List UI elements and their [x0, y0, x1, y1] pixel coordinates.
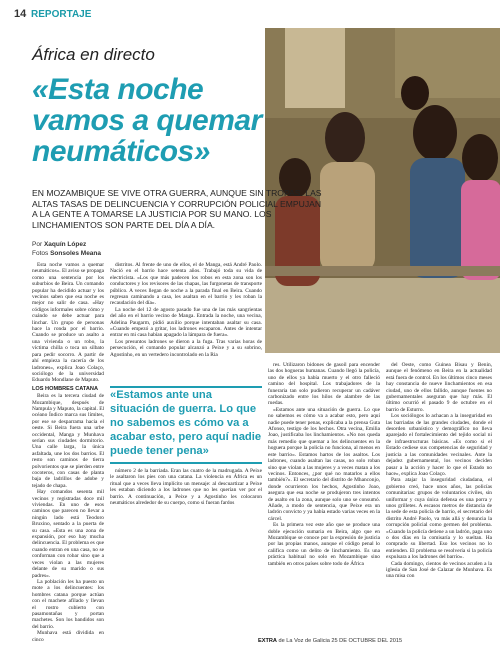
paragraph: distritos. Al frente de uno de ellos, el de Manga, está André Paolo. Nació en el barrio hace setenta años. Trabajó toda su vida de electricista. «Los que más padecen los robos en esta zona son los conductores y los revisores de las chapas, las furgonetas de transporte público. A veces llegan de noche a la parada final en Beira. Cuando regresan caminando a casa, les asaltan en el barrio y les roban la recaudación del día».	[110, 262, 262, 307]
headline: «Esta noche vamos a quemar neumáticos»	[32, 73, 262, 168]
section-label: REPORTAJE	[31, 9, 92, 20]
author-line	[32, 240, 101, 249]
photo-credit-line	[32, 249, 101, 258]
paragraph: número 2 de la barriada. Eran las cuatro de la madrugada. A Peixe le asaltaron los pies con una catana. La violencia en África es un ritual que a veces lleva implícito un mensaje: al descuartizar a Peixe les estaban diciendo a los ladrones que no les querían ver por el barrio. A continuación, a Peixe y a Agostinho les colocaron neumáticos alrededor de su cuerpo, como si fueran fardos	[110, 468, 262, 507]
quote-rule-bottom	[110, 462, 262, 464]
pull-quote: «Estamos ante una situación de guerra. Lo que no sabemos es cómo va a acabar esto, pero aquí nadie puede tener pena»	[110, 389, 262, 457]
paragraph: Beira es la tercera ciudad de Mozambique, después de Nampula y Maputo, la capital. El océano Índico marca sus límites, por ese se desparrama hacia el oeste. Si Beira fuera una urbe occidental, Manga y Munhava serían sus ciudades dormitorio. Una calle larga, la única asfaltada, une los dos barrios. El resto son caminos de tierra polvorientos que se pierden entre cocoteros, con casas de planta baja de ladrillos de adobe y tejado de chapa.	[32, 393, 104, 489]
footer-date: 25 DE OCTUBRE DEL 2015	[331, 638, 403, 644]
photo-prefix: Fotos	[32, 250, 49, 257]
footer-paper: de La Voz de Galicia	[278, 638, 330, 644]
page-footer	[258, 638, 402, 644]
author-name: Xaquín López	[43, 241, 87, 248]
paragraph: Munhava está dividida en cinco	[32, 630, 104, 643]
paragraph: La población les ha puesto un mote a los delincuentes: los hombres catana porque actúan con el machete afilado y llevan el rostro cubierto con pasamontañas y portan machetes. Son los bandidos son del barrio.	[32, 578, 104, 630]
subheading: LOS HOMBRES CATANA	[32, 385, 98, 392]
photographer-name: Sonsoles Meana	[50, 250, 102, 257]
footer-brand: EXTRA	[258, 638, 277, 644]
paragraph: Esta noche vamos a quemar neumáticos». El aviso se propaga como una sentencia por los suburbios de Beira. Un comando popular ha decidido actuar y los vecinos saben que esa noche es mejor no salir de casa. «Hay códigos informales sobre cómo y cuándo se debe actuar para linchar. Un grupo de personas hace la ronda por el barrio. Cuando se produce un asalto a una vivienda o un robo, la víctima chilla o toca un silbato para pedir socorro. A partir de ahí empieza la cacería de los ladrones», explica Joao Colaço, sociólogo de la universidad Eduardo Mondlane de Maputo.	[32, 262, 105, 384]
paragraph: Cada domingo, cientos de vecinos acuden a la iglesia de San José de Calazar de Munhava. Es una misa con	[386, 560, 492, 580]
text-column-4	[386, 362, 492, 632]
byline	[32, 240, 101, 258]
text-column-2-bottom	[110, 468, 262, 628]
paragraph: Es la primera vez este año que se produce una doble ejecución sumaria en Beira, algo que en Mozambique se conoce por la expresión de justicia por las propias manos, aunque el código penal lo califica como un delito de linchamiento. Es una práctica habitual no solo en Mozambique sino también en otros países sobre todo de África	[268, 522, 380, 567]
author-prefix: Por	[32, 241, 43, 248]
page-number: 14	[14, 8, 27, 20]
paragraph: «Estamos ante una situación de guerra. Lo que no sabemos es cómo va a acabar esto, pero aquí nadie puede tener penas, explicaba a la prensa Guta Afonso, testigo de los hechos. Otra vecina, Emilia Joao, justificaba los linchamientos. «No nos queda más remedio que quemar a los delincuentes en la hoguera porque la policía no funciona, al menos en este barrio». Estamos hartos de los asaltos. Los ladrones, cuando asaltan las casas, no solo roban sino que violan a las mujeres y a veces matan a los vecinos. Entonces, ¿por qué no matarlos a ellos también?». El secretario del distrito de Mhanconjo, donde ocurrieron los hechos, Agostinho Joao, asegura que esa noche se produjeron tres intentos de asalto en la zona, aunque solo uno se consumó. Añade, a modo de sentencia, que Peixe era un ladrón convicto y ya había estado varias veces en la cárcel.	[268, 406, 380, 522]
text-column-1	[32, 262, 105, 643]
lead-paragraph: EN MOZAMBIQUE SE VIVE OTRA GUERRA, AUNQUE SIN TROPAS. LAS ALTAS TASAS DE DELINCUENCIA Y CORRUPCIÓN POLICIAL EMPUJAN A LA GENTE A TOMARSE LA JUSTICIA POR SU MANO. LOS LINCHAMIENTOS SON PARTE DEL DÍA A DÍA.	[32, 188, 322, 230]
page-header	[14, 8, 91, 20]
paragraph: Para atajar la inseguridad ciudadana, el gobierno creó, hace unos años, las policías comunitarias: grupos de voluntarios civiles, sin uniformar y cuya única defensa es una porra y unos grilletes. A escasos metros de distancia de la sede de esta policía de barrio, el secretario del distrito André Paolo, va más allá y denuncia la corrupción policial como germen del problema. «Cuando la policía detiene a un ladrón, paga uno o dos días en la comisaría y lo sueltan. Ha comprado su libertad. Eso los vecinos no lo entienden. El problema se resolvería si la policía expulsara a los ladrones del barrio».	[386, 477, 492, 561]
paragraph: Los presuntos ladrones se dieron a la fuga. Tras varias horas de persecución, el comando popular alcanzó a Peixe y a su sobrino, Agostinho, en un vertedero incontrolado en la Ria	[110, 338, 262, 358]
text-column-2-top	[110, 262, 262, 384]
paragraph: Hay comandos sesenta mil vecinos y registradas doce mil viviendas. En uno de esos caminos que parecen no llevar a ningún lado está Teodoro Bruxino, sentado a la puerta de su casa. «Esta es una zona de expansión, por eso hay mucha delincuencia. El problema es que cuando entran en una casa, no se conforman con robar sino que a veces violan a las mujeres delante de su marido o sus padres».	[32, 489, 104, 579]
text-column-3	[268, 362, 380, 632]
paragraph: res. Utilizaron bidones de gasoil para encender las dos hogueras humanas. Cuando llegó la policía, uno de ellos ya había muerto y el otro falleció camino del hospital. Los trabajadores de la funeraria tan solo pudieron recuperar un cadáver carbonizado entre los hilos de alambre de las ruedas.	[268, 362, 380, 407]
paragraph: del Oeste, como Guinea Bisau y Benin, aunque el fenómeno en Beira en la actualidad está fuera de control. En los últimos cinco meses hay constancia de nueve linchamientos en esa ciudad, uno de ellos fallido, aunque fuentes no gubernamentales aseguran que hay más. El último ocurrió el pasado 9 de octubre en el barrio de Esturro.	[386, 362, 492, 413]
paragraph: Los sociólogos lo achacan a la inseguridad en las barriadas de las grandes ciudades, donde el desorden urbanístico y demográfico no lleva aparejado el fortalecimiento del tejido social ni de infraestructuras básicas. «Es como si el Estado cediese sus competencias de seguridad y justicia a las comunidades vecinales. Ante la dejadez gubernamental, los vecinos deciden pasar a la acción y hacer lo que el Estado no hace», explica Joao Colaço.	[386, 413, 492, 477]
kicker: África en directo	[32, 45, 155, 64]
paragraph: La noche del 12 de agosto pasado fue una de las más sangrientas del año en el barrio vecino de Manga. Entrada la noche, una vecina, Adelina Paugarm, pidió auxilio porque intentaban asaltar su casa. «Cuando empezó a gritar, los ladrones escaparon. Antes de intentar entrar en mi casa habían apagado la lámpara de fuera».	[110, 306, 262, 339]
